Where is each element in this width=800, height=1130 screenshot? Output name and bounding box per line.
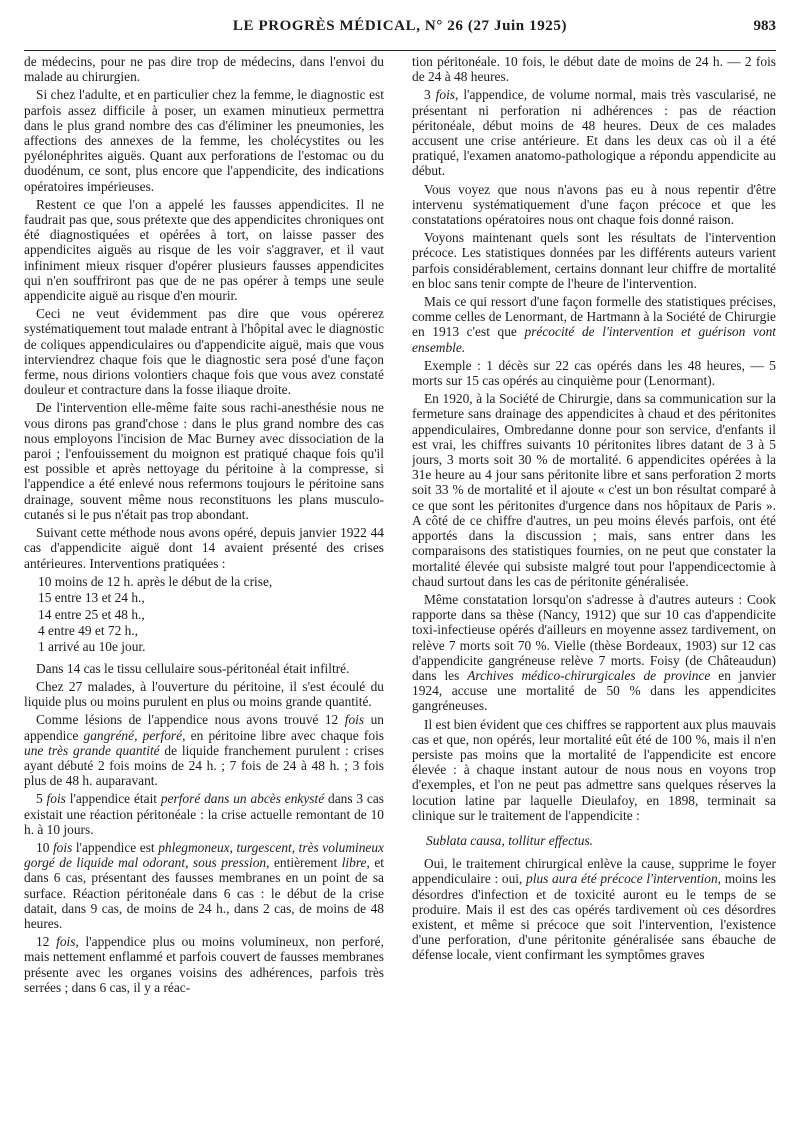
italic-run: fois	[435, 87, 456, 103]
paragraph: Dans 14 cas le tissu cellulaire sous-péritonéal était infiltré.	[36, 660, 350, 676]
list-item: 15 entre 13 et 24 h.,	[38, 590, 145, 606]
paragraph: Exemple : 1 décès sur 22 cas opérés dans les 48 heures, — 5 morts sur 15 cas opérés au cinquième pour (Lenormant).	[412, 357, 776, 389]
list-item: 1 arrivé au 10e jour.	[38, 639, 146, 655]
text-run: , entièrement	[266, 855, 342, 871]
text-run: un appendice	[24, 712, 384, 743]
text-run: l'appendice était	[65, 791, 161, 807]
text-run: Mais ce qui ressort d'une façon formelle des statistiques précises, comme celles de Lenormant, de Hartmann à la Société de Chirurgie en 1913 c'est que	[412, 294, 776, 340]
text-run: , l'appendice, de volume normal, mais très vascularisé, ne présentant ni perforation ni adhérences : pas de réaction péritonéale, début moins de 48 heures. Deux de ces malades accusent une crise antérieure. Et dans les deux cas où il a été pratiqué, l'examen anatomo-pathologique a répondu appendicite au début.	[412, 87, 776, 179]
italic-run: Archives médico-chirurgicales de province	[467, 667, 711, 683]
list-item: 10 moins de 12 h. après le début de la crise,	[38, 573, 273, 589]
italic-run: libre	[341, 855, 367, 871]
text-run: Oui, le traitement chirurgical enlève la cause, supprime le foyer appendiculaire : oui,	[412, 856, 776, 887]
text-run: Comme lésions de l'appendice nous avons trouvé 12	[36, 712, 345, 728]
text-run: , moins les désordres d'infection et de toxicité auront eu le temps de se produire. Mais il est des cas opérés tardivement où ces désordres existent, et même si précoce que soit l'intervention, l'existence d'une perforation, d'une péritonite généralisée sans ébauche de défense locale, vient confirmant les symptômes graves	[412, 871, 776, 963]
paragraph: Voyons maintenant quels sont les résultats de l'intervention précoce. Les statistiques données par les différents auteurs varient parfois considérablement, certains donnant leur chiffre de mortalité en bloc sans tenir compte de l'heure de l'intervention.	[412, 230, 776, 291]
paragraph	[412, 856, 776, 962]
paragraph	[412, 87, 776, 178]
italic-run: fois	[52, 839, 73, 855]
left-column	[24, 54, 384, 1114]
running-header	[24, 14, 776, 51]
paragraph: de médecins, pour ne pas dire trop de médecins, dans l'envoi du malade au chirurgien.	[24, 54, 384, 85]
paragraph	[24, 712, 384, 788]
text-run: en janvier 1924, accuse une mortalité de 50 % dans les appendicites gangréneuses.	[412, 667, 776, 714]
paragraph: De l'intervention elle-même faite sous rachi-anesthésie nous ne vous dirons pas grand'chose : dans le plus grand nombre des cas nous employons l'incision de Mac Burney avec dissociation de la paroi ; l'enfouissement du moignon est pratiqué chaque fois qu'il est possible et après nettoyage du péritoine à la compresse, si l'appendice a été enlevé nous refermons toujours le péritoine sans drainage, souvent même nous reconstituons les plans musculo-cutanés si le pus n'était pas trop abondant.	[24, 400, 384, 522]
text-run: 10	[36, 839, 53, 855]
latin-quote: Sublata causa, tollitur effectus.	[426, 832, 593, 848]
text-run: l'appendice est	[72, 839, 159, 855]
text-run: 3	[424, 87, 436, 103]
paragraph	[412, 294, 776, 355]
paragraph	[24, 840, 384, 931]
italic-run: gangréné, perforé	[83, 727, 183, 743]
text-run: dans 3 cas existait une réaction péritonéale : la crise actuelle remontant de 10 h. à 10 jours.	[24, 791, 384, 837]
text-run: 5	[36, 791, 47, 807]
text-run: , l'appendice plus ou moins volumineux, non perforé, mais nettement enflammé et parfois couvert de fausses membranes présente avec les organes voisins des adhérences, parfois très serrées ; dans 6 cas, il y a réac-	[24, 934, 384, 995]
paragraph: Si chez l'adulte, et en particulier chez la femme, le diagnostic est parfois assez difficile à poser, un examen minutieux permettra dans le plus grand nombre des cas d'éliminer les pneumonies, les affections des annexes de la femme, les cholécystites ou les pyélonéphrites aiguës. Quant aux perforations de l'estomac ou du duodénum, ce sont, plus encore que l'appendicite, des indications opératoires impérieuses.	[24, 87, 384, 194]
paragraph: Ceci ne veut évidemment pas dire que vous opérerez systématiquement tout malade entrant à l'hôpital avec le diagnostic de coliques appendiculaires ou d'appendicite aiguë, mais que vous interviendrez chaque fois que le diagnostic sera posé d'une façon ferme, nous dirions volontiers chaque fois que vous avez constaté douleur et contracture dans la fosse iliaque droite.	[24, 306, 384, 398]
text-run: 12	[36, 934, 57, 950]
italic-run: précocité de l'intervention et guérison vont ensemble.	[412, 324, 776, 355]
journal-title: LE PROGRÈS MÉDICAL, N° 26 (27 Juin 1925)	[232, 18, 568, 34]
list-item: 4 entre 49 et 72 h.,	[38, 622, 139, 638]
paragraph	[412, 592, 776, 714]
italic-run: fois	[56, 934, 76, 950]
intervention-list	[38, 574, 384, 656]
paragraph	[24, 934, 384, 995]
text-run: Même constatation lorsqu'on s'adresse à d'autres auteurs : Cook rapporte dans sa thèse (Nancy, 1912) que sur 10 cas d'appendicite toxi-infectieuse opérés d'ailleurs en moyenne assez tardivement, on relève 7 morts soit 70 %. Vielle (thèse Bordeaux, 1903) sur 12 cas d'appendicite gangréneuse relève 7 morts. Foisy (de Châteaudun) dans les	[412, 591, 776, 683]
paragraph: Il est bien évident que ces chiffres se rapportent aux plus mauvais cas et que, non opérés, leur mortalité eût été de 100 %, mais il n'en persiste pas moins que la mortalité de l'appendicite est encore élevée : à chaque instant autour de nous nous en voyons trop d'exemples, et l'on ne peut pas admettre sans quelques réserves la locution latine par laquelle Dieulafoy, en 1898, terminait sa clinique sur le traitement de l'appendicite :	[412, 716, 776, 823]
paragraph: tion péritonéale. 10 fois, le début date de moins de 24 h. — 2 fois de 24 à 48 heures.	[412, 54, 776, 85]
italic-run: fois	[344, 712, 365, 728]
paragraph: En 1920, à la Société de Chirurgie, dans sa communication sur la fermeture sans drainage des appendicites à chaud et des péritonites appendiculaires, Ombredanne donne pour son service, d'enfants il est vrai, les chiffres suivants 10 péritonites libres datant de 3 à 5 jours, 3 morts soit 30 % de mortalité. 6 appendicites opérées à la 31e heure au 4 jour sans péritonite libre et sans perforation 2 morts soit 33 % de mortalité et il ajoute « c'est un bon résultat comparé à ce que sont les péritonites d'urgence dans nos hôpitaux de Paris ». A côté de ce chiffre d'autres, un peu moins élevés parfois, ont été apportés dans la discussion ; mais, sans entrer dans les comparaisons des statistiques fournies, on ne peut que constater la mortalité élevée qui subsiste malgré tout pour l'appendicectomie à chaud surtout dans les cas de péritonite généralisée.	[412, 391, 776, 589]
paragraph	[24, 791, 384, 837]
italic-run: phlegmoneux, turgescent, très volumineux gorgé de liquide mal odorant, sous pression	[24, 839, 384, 871]
text-run: , et dans 6 cas, présentant des fausses membranes en un point de sa surface. Réaction péritonéale dans 6 cas : le début de la crise datait, dans 9 cas, de moins de 24 h., dans 2 cas, de moins de 48 heures.	[24, 855, 384, 931]
italic-run: une très grande quantité	[24, 742, 160, 758]
italic-run: plus aura été précoce l'intervention	[526, 871, 718, 887]
list-item: 14 entre 25 et 48 h.,	[38, 606, 145, 622]
paragraph: Suivant cette méthode nous avons opéré, depuis janvier 1922 44 cas d'appendicite aiguë dont 14 avaient présenté des crises antérieures. Interventions pratiquées :	[24, 525, 384, 571]
paragraph: Restent ce que l'on a appelé les fausses appendicites. Il ne faudrait pas que, sous prétexte que des appendicites chroniques ont été diagnostiquées et opérées à tort, on laisse passer des appendicites aiguës au risque de les voir s'aggraver, et il vaut infiniment mieux risquer d'opérer plusieurs fausses appendicites qui n'en souffriront pas que de ne pas opérer à temps une seule appendicite aiguë au risque d'en mourir.	[24, 196, 384, 304]
italic-run: perforé dans un abcès enkysté	[160, 791, 325, 807]
paragraph: Vous voyez que nous n'avons pas eu à nous repentir d'être intervenu systématiquement d'une façon précoce et que les constatations opératoires nous ont chaque fois donné raison.	[412, 181, 776, 228]
text-run: de liquide franchement purulent : crises ayant débuté 2 fois moins de 24 h. ; 7 fois de 24 à 48 h. ; 3 fois plus de 48 h. auparavant.	[24, 742, 384, 789]
page-number: 983	[753, 18, 776, 34]
italic-run: fois	[46, 791, 66, 807]
paragraph: Chez 27 malades, à l'ouverture du péritoine, il s'est écoulé du liquide plus ou moins purulent en plus ou moins grande quantité.	[24, 678, 384, 710]
text-run: , en péritoine libre avec chaque fois	[182, 727, 384, 743]
right-column	[412, 54, 776, 1114]
